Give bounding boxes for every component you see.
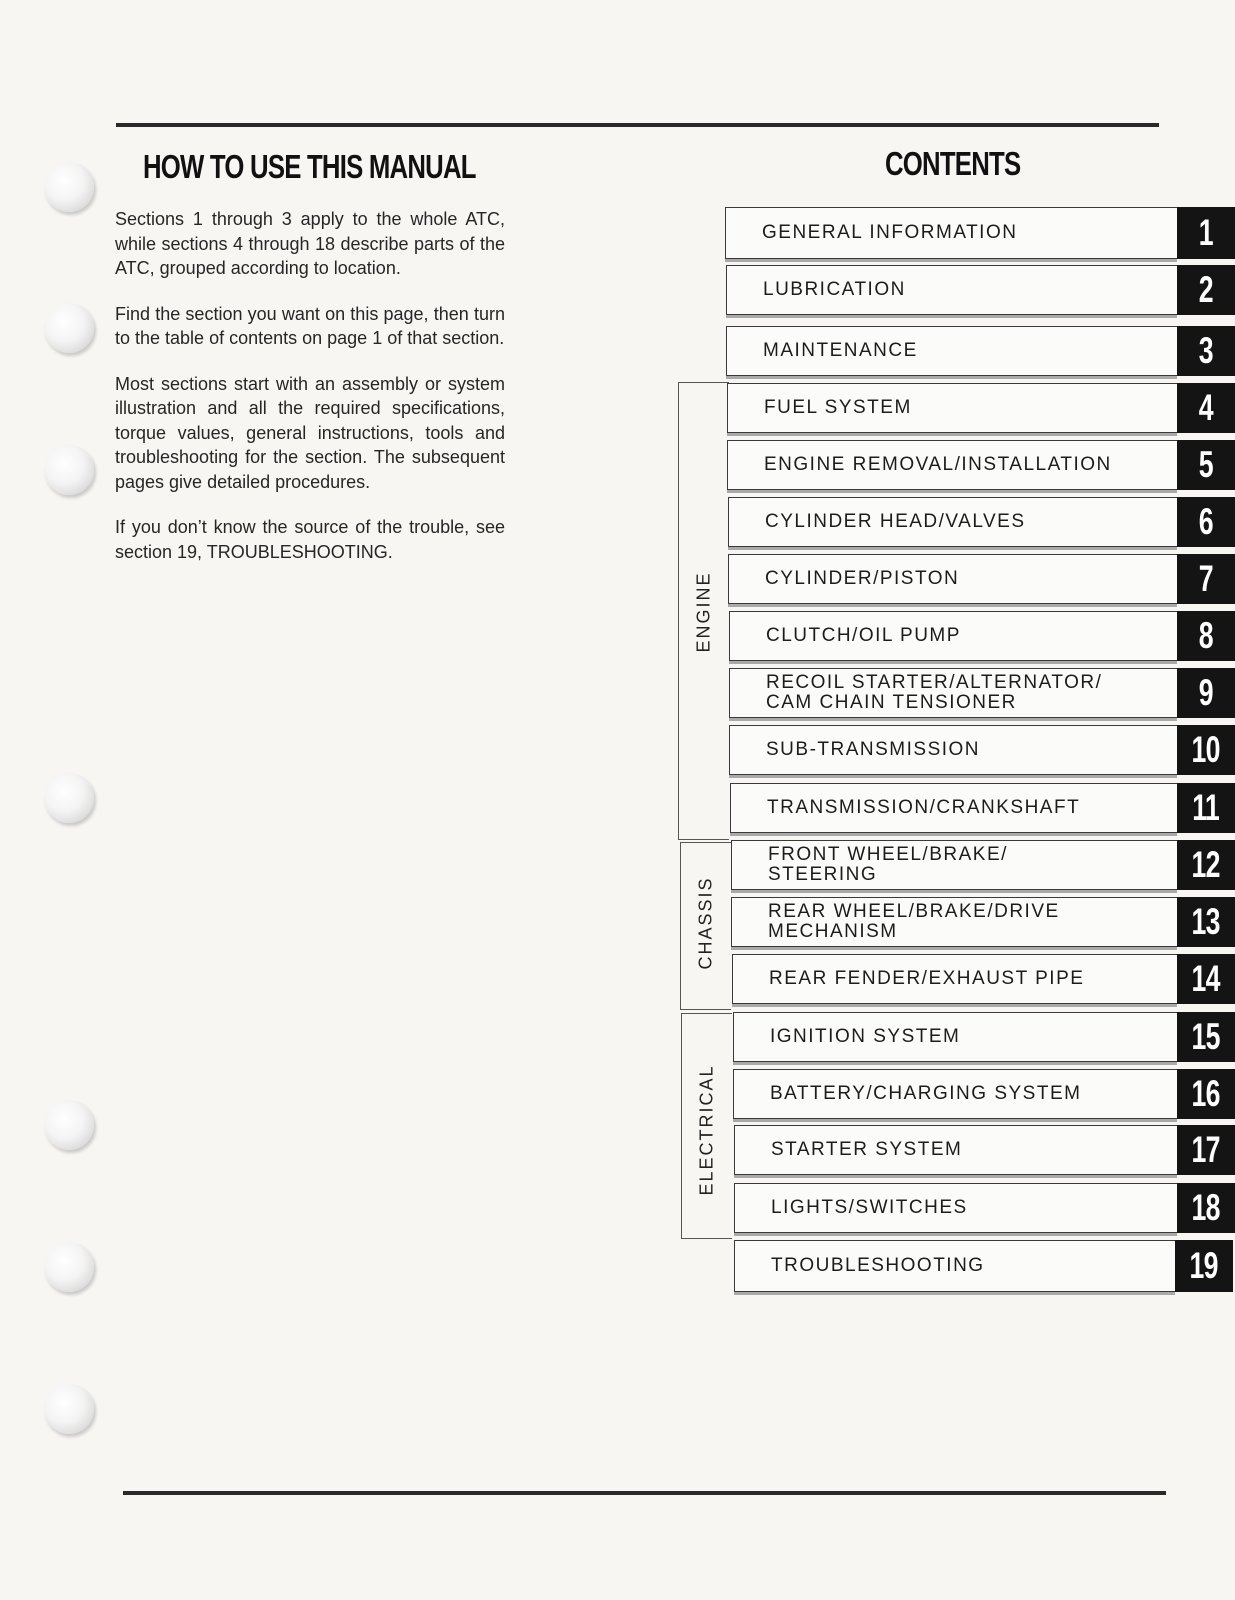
toc-entry-transmission-crankshaft[interactable] [730,783,1235,833]
toc-entry-maintenance[interactable] [726,326,1235,376]
intro-paragraph: Sections 1 through 3 apply to the whole ATC, while sections 4 through 18 describe parts of the ATC, grouped according to location. [115,209,505,278]
toc-entry-cylinder-head-valves[interactable] [728,497,1235,547]
section-number-tab: 8 [1177,611,1235,661]
toc-entry-troubleshooting[interactable] [734,1240,1233,1292]
toc-entry-title: GENERAL INFORMATION [762,222,1018,243]
toc-entry-lights-switches[interactable] [734,1183,1235,1233]
toc-entry-title: MAINTENANCE [763,340,918,361]
binder-hole [44,303,94,353]
section-number-tab: 17 [1177,1125,1235,1175]
section-number-tab: 4 [1177,383,1235,433]
binder-hole [44,773,94,823]
contents-heading: CONTENTS [885,145,1021,182]
toc-entry-title: TRANSMISSION/CRANKSHAFT [767,797,1081,818]
toc-entry-recoil-starter[interactable] [729,668,1235,718]
toc-entry-engine-removal-installation[interactable] [727,440,1235,490]
toc-entry-general-information[interactable] [725,207,1235,259]
section-number-tab: 3 [1177,326,1235,376]
toc-entry-title: CLUTCH/OIL PUMP [766,625,961,646]
section-number-tab: 18 [1177,1183,1235,1233]
toc-entry-title: LIGHTS/SWITCHES [771,1197,968,1218]
toc-entry-battery-charging[interactable] [733,1069,1235,1119]
section-number-tab: 7 [1177,554,1235,604]
toc-entry-title: LUBRICATION [763,279,906,300]
bottom-rule [123,1491,1166,1495]
toc-entry-rear-fender[interactable] [732,954,1235,1004]
intro-paragraph: If you don’t know the source of the trouble, see section 19, TROUBLESHOOTING. [115,517,505,562]
toc-entry-title: RECOIL STARTER/ALTERNATOR/ CAM CHAIN TENSIONER [766,672,1103,713]
section-number-tab: 1 [1177,207,1235,259]
toc-entry-title: SUB-TRANSMISSION [766,739,981,760]
section-number-tab: 13 [1177,897,1235,947]
group-label-chassis: CHASSIS [695,876,716,970]
toc-entry-title: REAR WHEEL/BRAKE/DRIVE MECHANISM [768,901,1060,942]
binder-hole [44,1242,94,1292]
toc-entry-title: REAR FENDER/EXHAUST PIPE [769,968,1085,989]
toc-entry-title: FRONT WHEEL/BRAKE/ STEERING [768,844,1008,885]
intro-text [115,207,505,585]
toc-entry-sub-transmission[interactable] [729,725,1235,775]
toc-entry-title: STARTER SYSTEM [771,1139,963,1160]
toc-entry-ignition-system[interactable] [733,1012,1235,1062]
toc-entry-cylinder-piston[interactable] [728,554,1235,604]
toc-entry-rear-wheel[interactable] [731,897,1235,947]
group-label-electrical: ELECTRICAL [696,1064,717,1196]
section-number-tab: 19 [1175,1240,1233,1292]
section-number-tab: 12 [1177,840,1235,890]
binder-hole [44,1100,94,1150]
toc-entry-fuel-system[interactable] [727,383,1235,433]
toc-entry-title: ENGINE REMOVAL/INSTALLATION [764,454,1112,475]
binder-hole [44,1384,94,1434]
section-number-tab: 11 [1177,783,1235,833]
section-number-tab: 5 [1177,440,1235,490]
binder-hole [44,162,94,212]
section-number-tab: 16 [1177,1069,1235,1119]
section-number-tab: 14 [1177,954,1235,1004]
intro-paragraph: Most sections start with an assembly or system illustration and all the required specifications, torque values, general instructions, tools and troubleshooting for the section. The subsequent pages give detailed procedures. [115,373,505,492]
section-number-tab: 2 [1177,265,1235,315]
binder-hole [44,445,94,495]
group-label-engine: ENGINE [693,571,714,653]
toc-entry-title: BATTERY/CHARGING SYSTEM [770,1083,1082,1104]
section-number-tab: 15 [1177,1012,1235,1062]
toc-entry-front-wheel[interactable] [731,840,1235,890]
toc-entry-lubrication[interactable] [726,265,1235,315]
toc-entry-starter-system[interactable] [734,1125,1235,1175]
section-number-tab: 9 [1177,668,1235,718]
top-rule [116,123,1159,127]
toc-entry-title: TROUBLESHOOTING [771,1255,985,1276]
toc-entry-title: FUEL SYSTEM [764,397,912,418]
how-to-use-heading: HOW TO USE THIS MANUAL [143,148,476,185]
section-number-tab: 10 [1177,725,1235,775]
toc-entry-title: CYLINDER/PISTON [765,568,960,589]
section-number-tab: 6 [1177,497,1235,547]
toc-entry-title: IGNITION SYSTEM [770,1026,961,1047]
toc-entry-title: CYLINDER HEAD/VALVES [765,511,1026,532]
toc-entry-clutch-oil-pump[interactable] [729,611,1235,661]
intro-paragraph: Find the section you want on this page, then turn to the table of contents on page 1 of that section. [115,303,505,348]
